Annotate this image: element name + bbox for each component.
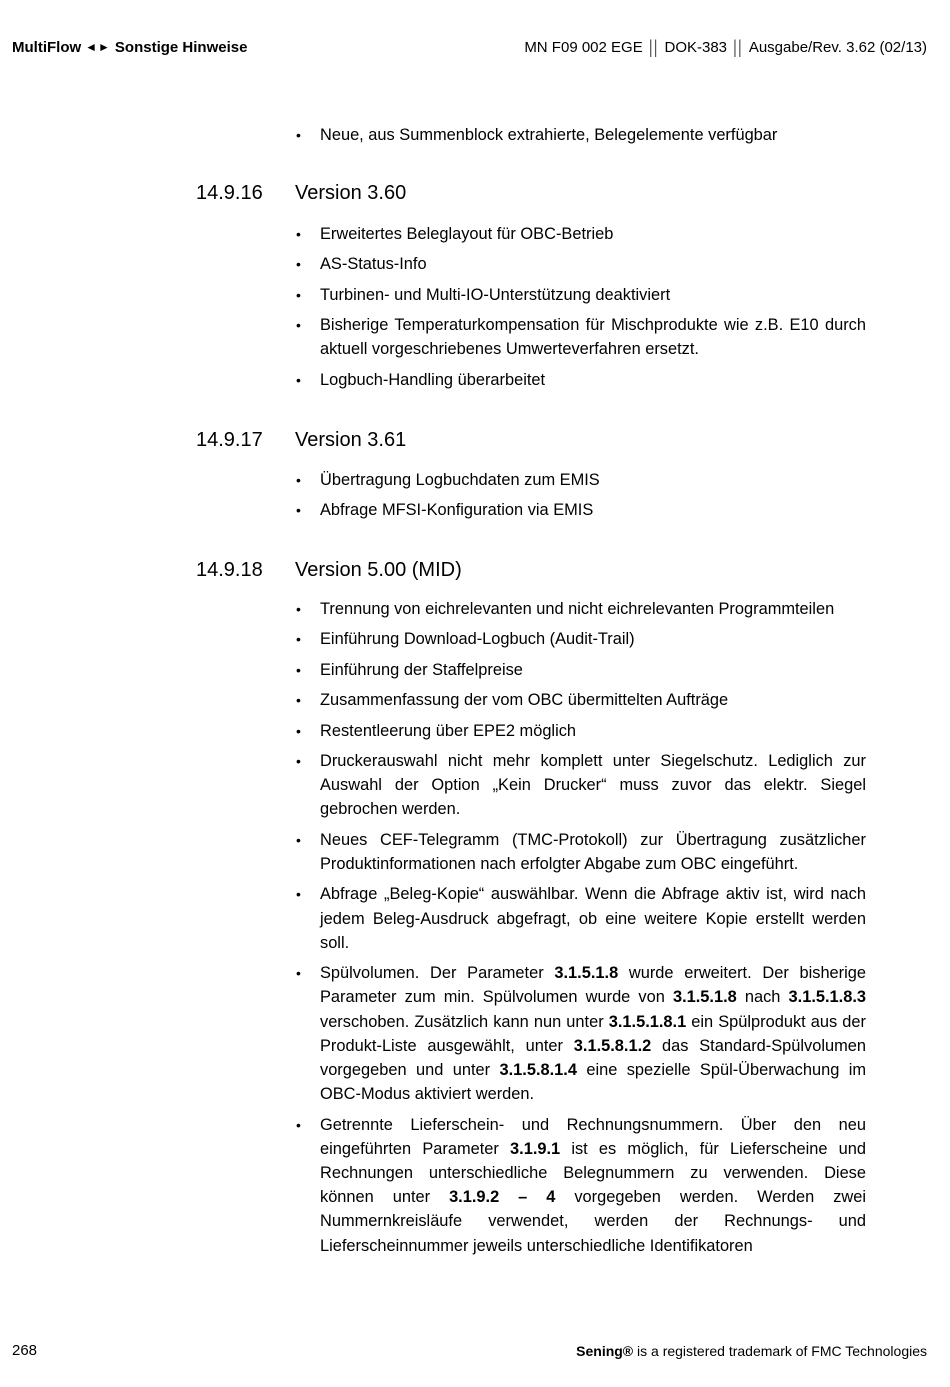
section-number: 14.9.18 [196,559,263,581]
text-run: das Standard-Spülvolumen vorgegeben und unter [320,1036,866,1079]
section-heading [196,429,406,452]
parameter-ref: 3.1.5.1.8.3 [788,988,866,1007]
text-run: eine spezielle Spül-Überwachung im OBC-Modus aktiviert werden. [320,1060,866,1104]
parameter-ref: 3.1.9.2 – 4 [449,1188,556,1207]
header-separator: || [648,36,659,59]
section-bullet-list [296,468,866,529]
list-item: • Trennung von eichrelevanten und nicht eichrelevanten Programmteilen [296,597,866,621]
list-item [296,1113,866,1258]
section-bullet-list [296,597,866,1264]
list-item: • Einführung Download-Logbuch (Audit-Trail) [296,627,866,651]
list-item: • Bisherige Temperaturkompensation für Mischprodukte wie z.B. E10 durch aktuell vorgeschriebenes Umwerteverfahren ersetzt. [296,313,866,361]
text-run: verschoben. Zusätzlich kann nun unter [320,1012,609,1031]
page-number: 268 [12,1342,38,1359]
section-number: 14.9.16 [196,182,263,204]
text-run: vorgegeben werden. Werden zwei Nummernkreisläufe verwendet, werden der Rechnungs- und Lieferscheinnummer jeweils unterschiedliche Identifikatoren [320,1188,866,1255]
header-chapter-title: Sonstige Hinweise [114,39,248,56]
header-separator: || [733,36,743,59]
text-run: Spülvolumen. Der Parameter [320,964,555,983]
parameter-ref: 3.1.5.1.8 [672,988,737,1007]
section-title: Version 3.61 [295,429,407,451]
parameter-ref: 3.1.9.1 [510,1139,561,1158]
list-item: • Neues CEF-Telegramm (TMC-Protokoll) zur Übertragung zusätzlicher Produktinformationen nach erfolgter Abgabe zum OBC eingeführt. [296,828,866,876]
list-item: • Turbinen- und Multi-IO-Unterstützung deaktiviert [296,283,866,307]
footer-brand: Sening® [576,1343,634,1359]
section-title: Version 3.60 [295,182,407,204]
header-left [12,39,247,56]
footer-trademark-text: is a registered trademark of FMC Technologies [633,1343,927,1359]
list-item: • Druckerauswahl nicht mehr komplett unter Siegelschutz. Lediglich zur Auswahl der Option „Kein Drucker“ muss zuvor das elektr. Siegel gebrochen werden. [296,749,866,822]
header-doc-number: DOK-383 [664,39,728,56]
list-item: • Logbuch-Handling überarbeitet [296,368,866,392]
intro-bullet-list [296,123,866,153]
section-title: Version 5.00 (MID) [295,559,462,581]
header-revision: Ausgabe/Rev. 3.62 (02/13) [748,39,927,56]
text-run: nach [736,988,789,1007]
list-item: • Zusammenfassung der vom OBC übermittelten Aufträge [296,688,866,712]
list-item: • Erweitertes Beleglayout für OBC-Betrieb [296,222,866,246]
parameter-ref: 3.1.5.1.8.1 [608,1012,687,1031]
section-heading [196,182,406,205]
header-right [524,36,927,59]
section-number: 14.9.17 [196,429,263,451]
text-run: wurde erweitert. Der bisherige Parameter zum min. Spülvolumen wurde von [320,964,867,1007]
section-bullet-list [296,222,866,398]
list-item: • Abfrage „Beleg-Kopie“ auswählbar. Wenn die Abfrage aktiv ist, wird nach jedem Beleg-Ausdruck abgefragt, ob eine weitere Kopie erstellt werden soll. [296,882,866,955]
parameter-ref: 3.1.5.1.8 [554,964,619,983]
list-item: • Einführung der Staffelpreise [296,658,866,682]
parameter-ref: 3.1.5.8.1.2 [573,1036,652,1055]
list-item: • AS-Status-Info [296,252,866,276]
list-item [296,961,866,1106]
text-run: Getrennte Lieferschein- und Rechnungsnummern. Über den neu eingeführten Parameter [320,1115,866,1158]
list-item: • Neue, aus Summenblock extrahierte, Belegelemente verfügbar [296,123,866,147]
list-item: • Restentleerung über EPE2 möglich [296,719,866,743]
list-item: • Abfrage MFSI-Konfiguration via EMIS [296,498,866,522]
header-product-title: MultiFlow [12,39,82,56]
parameter-ref: 3.1.5.8.1.4 [499,1060,577,1079]
nav-arrows-icon: ◄► [85,40,111,54]
text-run: ist es möglich, für Lieferscheine und Rechnungen unterschiedliche Belegnummern zu verwenden. Diese können unter [320,1139,866,1207]
section-heading [196,559,462,582]
text-run: ein Spülprodukt aus der Produkt-Liste ausgewählt, unter [320,1012,866,1055]
footer-trademark [576,1343,927,1359]
list-item: • Übertragung Logbuchdaten zum EMIS [296,468,866,492]
header-doc-code: MN F09 002 EGE [524,39,643,56]
